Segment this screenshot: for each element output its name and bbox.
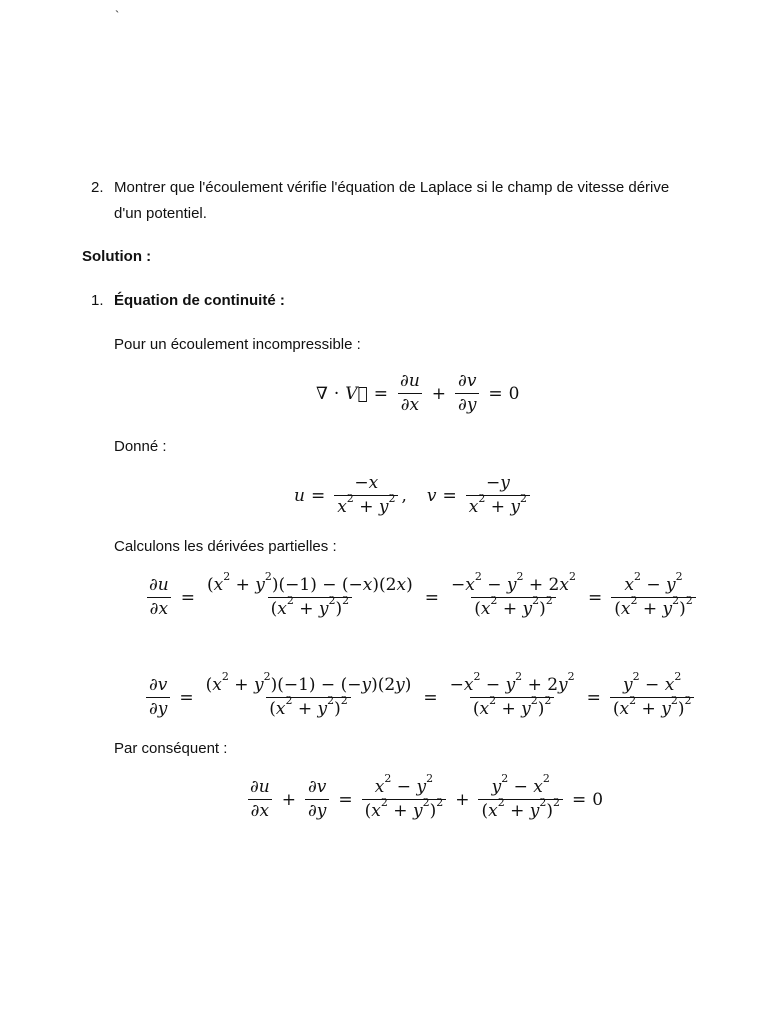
laplace-sum-equation: $\frac{\partial u}{\partial x}$ + $\frac{\partial v}{\partial y}$ = $\frac{x^2 - y^2}{(x^2 + y^2)^2}$ + $\frac{y^2 - x^2}{(x^2 + y^2)^2}$ = 0 <box>244 778 603 821</box>
item1-title: Équation de continuité : <box>114 292 285 309</box>
stray-tick-mark: ` <box>115 8 120 23</box>
du-dx-equation: $\frac{\partial u}{\partial x}$ = $\frac{(x^2 + y^2)(-1) - (-x)(2x)}{(x^2 + y^2)^2}$ = $\frac{-x^2 - y^2 + 2x^2}{(x^2 + y^2)^2}$ = $\frac{x^2 - y^2}{(x^2 + y^2)^2}$ <box>143 576 699 619</box>
list-number-1: 1. <box>91 292 104 309</box>
continuity-equation: ∇ · V⃗ = $\frac{\partial u}{\partial x}$ + $\frac{\partial v}{\partial y}$ = 0 <box>316 371 520 415</box>
item2-text-line2: d'un potentiel. <box>114 205 207 222</box>
solution-heading: Solution : <box>82 248 152 265</box>
consequently-label: Par conséquent : <box>114 740 228 757</box>
intro-incompressible: Pour un écoulement incompressible : <box>114 336 361 353</box>
velocity-field-equation: u = $\frac{-x}{x^2 + y^2}$ , v = $\frac{-y}{x^2 + y^2}$ <box>294 474 533 517</box>
item2-text-line1: Montrer que l'écoulement vérifie l'équation de Laplace si le champ de vitesse dérive <box>114 179 670 196</box>
given-label: Donné : <box>114 438 167 455</box>
list-number-2: 2. <box>91 179 104 196</box>
partials-label: Calculons les dérivées partielles : <box>114 538 337 555</box>
dv-dy-equation: $\frac{\partial v}{\partial y}$ = $\frac{(x^2 + y^2)(-1) - (-y)(2y)}{(x^2 + y^2)^2}$ = $\frac{-x^2 - y^2 + 2y^2}{(x^2 + y^2)^2}$ = $\frac{y^2 - x^2}{(x^2 + y^2)^2}$ <box>143 676 697 719</box>
